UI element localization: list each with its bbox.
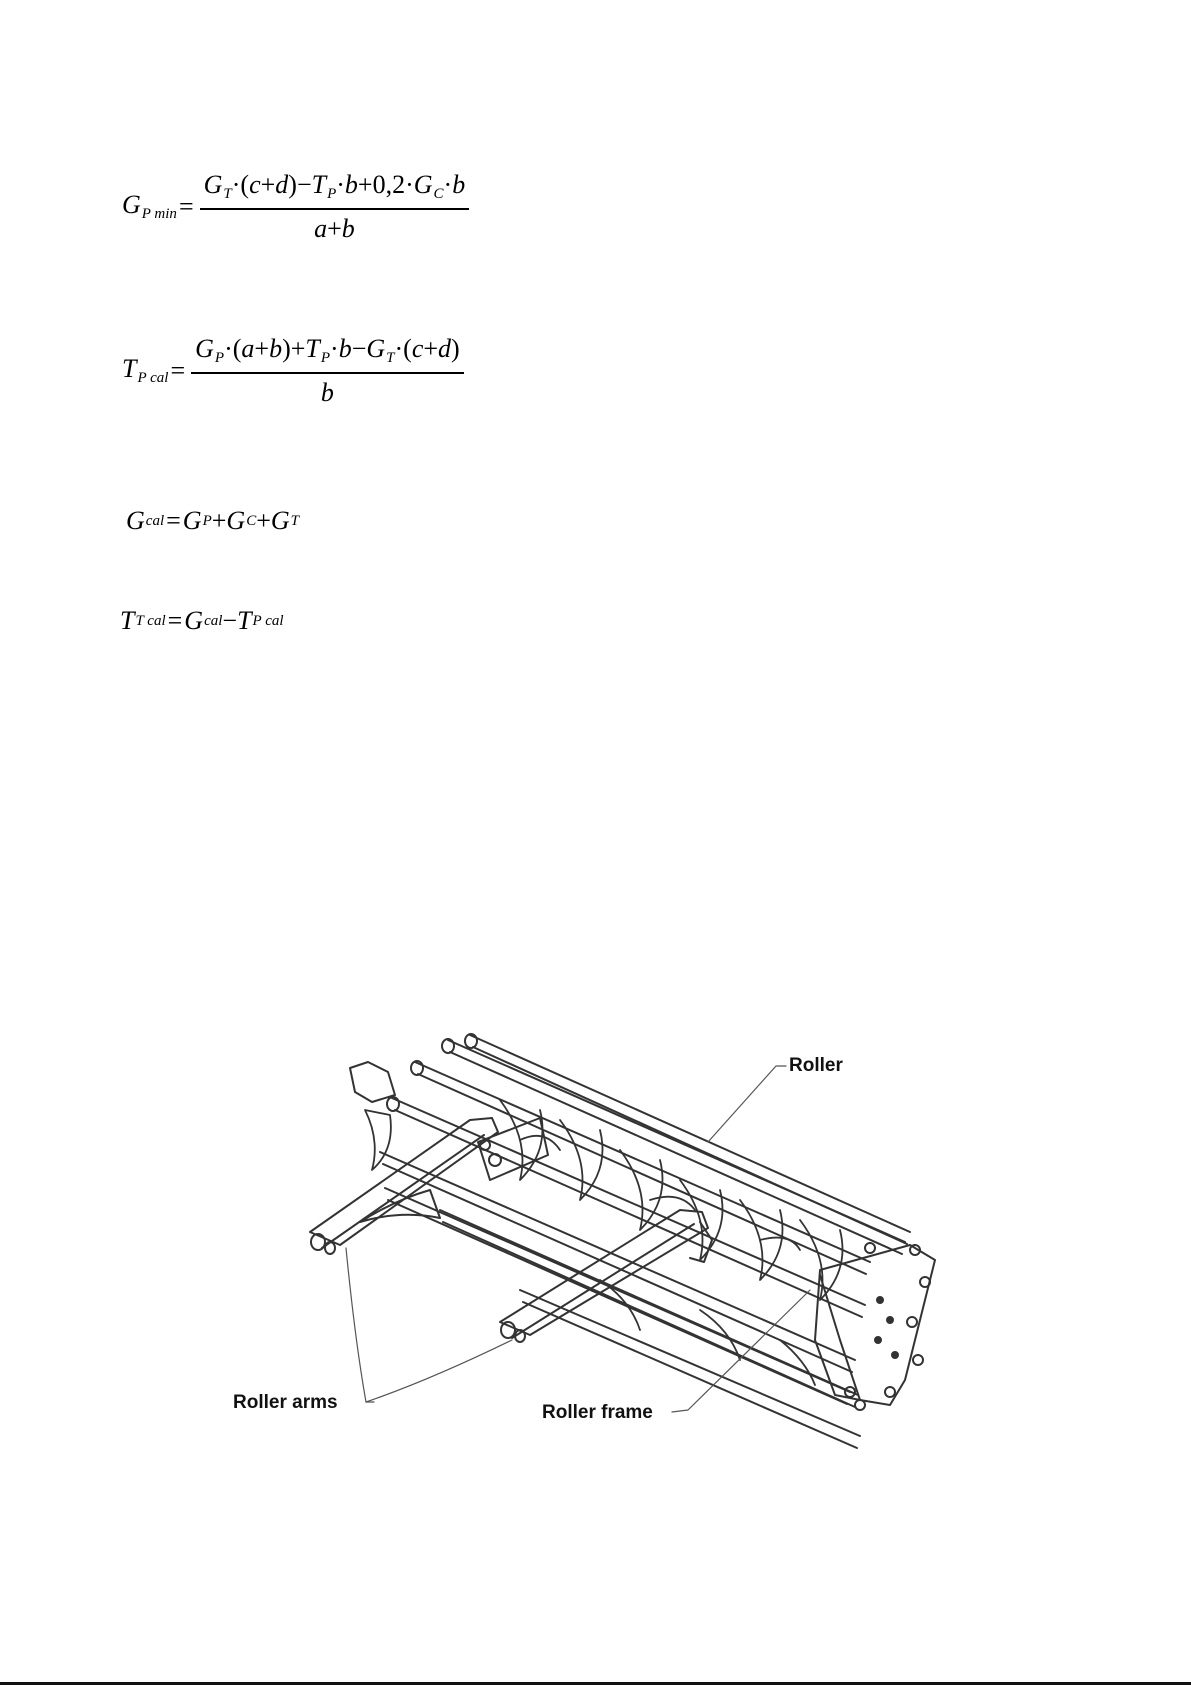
equation-gp-min-numerator: $G_T\cdot(c+d)-T_P\cdot b+0,2\cdot G_C\cdot b$ [203,170,466,202]
equation-tp-cal-numerator: $G_P\cdot(a+b)+T_P\cdot b-G_T\cdot(c+d)$ [195,334,460,366]
callout-roller-arms: Roller arms [233,1392,338,1413]
callout-roller-frame: Roller frame [542,1402,653,1423]
equation-gp-min: $G_{P min}$ = $\frac{G_T\cdot(c+d)-T_P\cdot b+0,2\cdot G_C\cdot b}{a+b}$ [122,172,469,242]
equation-g-cal: G cal = G P + G C + G T [126,506,299,535]
callout-roller: Roller [789,1055,843,1076]
roller-bars [380,1034,910,1448]
roller-arms [310,1118,712,1342]
equation-gp-min-lhs: $G_{P min}$ [122,190,177,222]
equation-tp-cal-denominator: b [320,378,334,407]
equation-tp-cal-lhs: $T_{P cal}$ [122,354,169,386]
equation-tp-cal: $T_{P cal}$ = $\frac{G_P\cdot(a+b)+T_P\cdot b-G_T\cdot(c+d)}{b}$ [122,336,464,406]
equation-tt-cal: T T cal = G cal − T P cal [120,606,284,635]
roller-frame [350,1062,935,1410]
equation-gp-min-denominator: a+b [314,214,355,243]
